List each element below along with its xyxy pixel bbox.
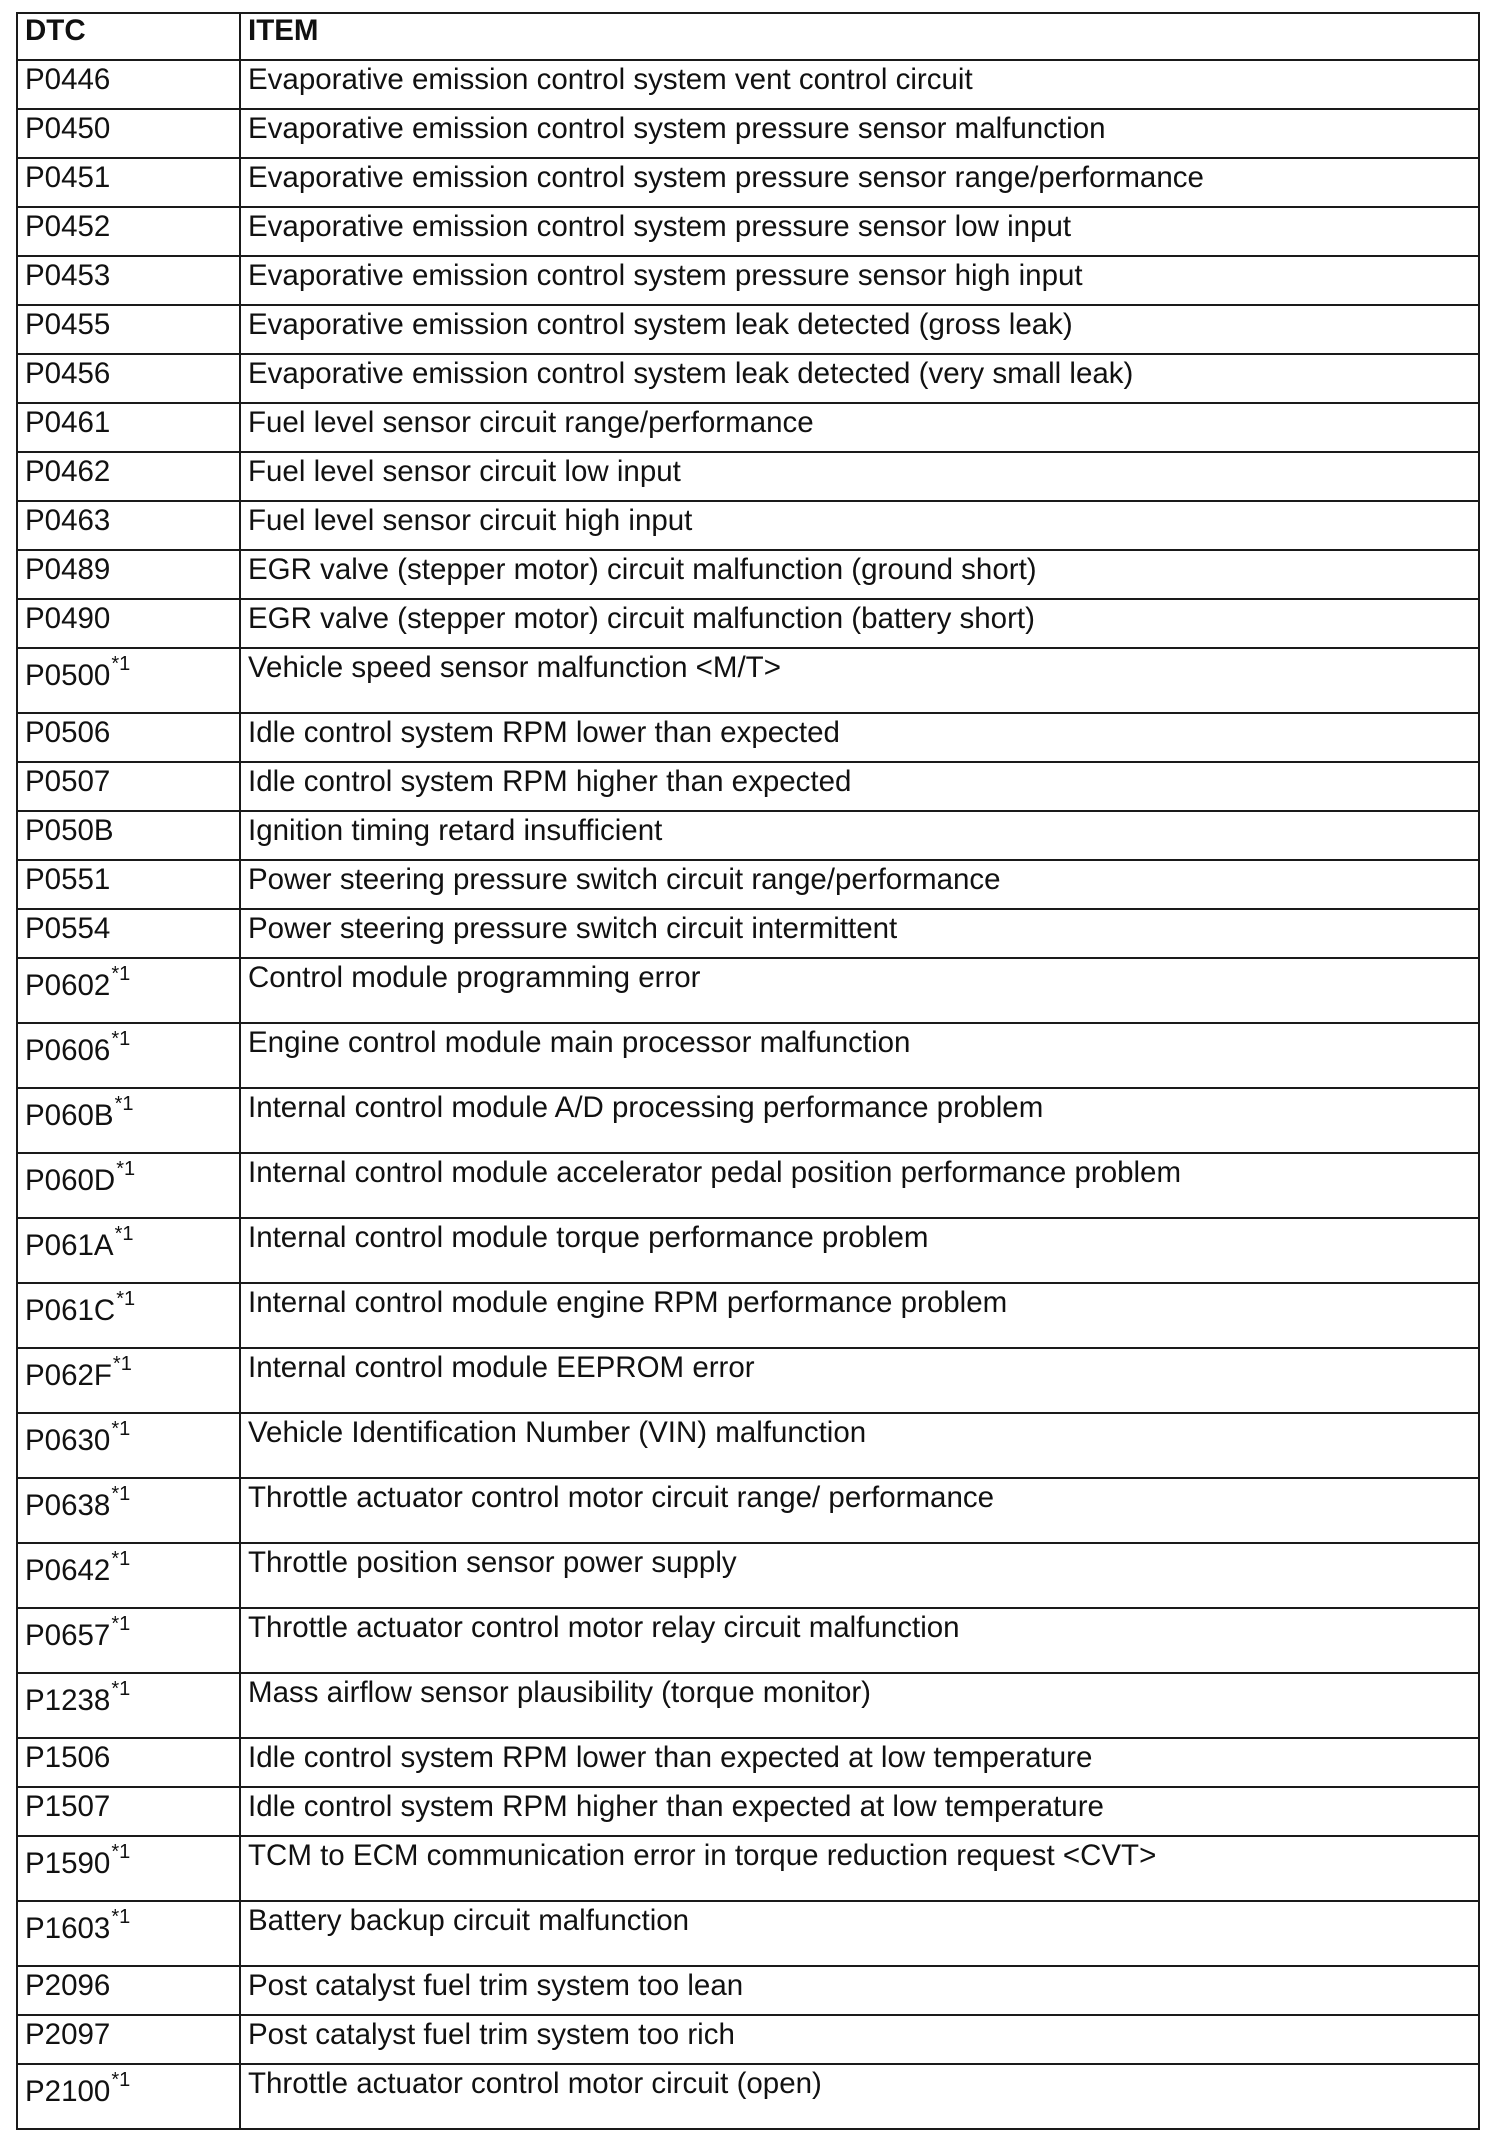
item-description: Idle control system RPM higher than expected at low temperature	[240, 1787, 1479, 1836]
header-row	[17, 13, 1479, 60]
dtc-cell	[17, 2064, 240, 2129]
table-row	[17, 1283, 1479, 1348]
footnote-mark: *1	[111, 2069, 131, 2092]
dtc-code: P2096	[25, 1969, 111, 2002]
dtc-cell	[17, 60, 240, 109]
item-description: Evaporative emission control system pressure sensor malfunction	[240, 109, 1479, 158]
dtc-code: P0455	[25, 308, 111, 341]
table-row	[17, 713, 1479, 762]
item-description: Fuel level sensor circuit high input	[240, 501, 1479, 550]
dtc-table	[16, 12, 1480, 2130]
table-row	[17, 909, 1479, 958]
table-row	[17, 811, 1479, 860]
footnote-mark: *1	[114, 1223, 134, 1246]
table-row	[17, 1478, 1479, 1543]
dtc-code: P061C	[25, 1294, 116, 1327]
item-description: Idle control system RPM lower than expected at low temperature	[240, 1738, 1479, 1787]
dtc-cell	[17, 1738, 240, 1787]
dtc-column-header: DTC	[17, 13, 240, 60]
table-row	[17, 860, 1479, 909]
dtc-code: P1590	[25, 1847, 111, 1880]
item-description: Internal control module torque performance problem	[240, 1218, 1479, 1283]
footnote-mark: *1	[111, 1028, 131, 1051]
dtc-cell	[17, 1478, 240, 1543]
table-row	[17, 207, 1479, 256]
table-row	[17, 1023, 1479, 1088]
table-row	[17, 1966, 1479, 2015]
item-description: Idle control system RPM higher than expected	[240, 762, 1479, 811]
item-description: Evaporative emission control system pressure sensor range/performance	[240, 158, 1479, 207]
dtc-code: P1506	[25, 1741, 111, 1774]
footnote-mark: *1	[111, 1483, 131, 1506]
dtc-cell	[17, 713, 240, 762]
item-description: Evaporative emission control system pressure sensor high input	[240, 256, 1479, 305]
dtc-code: P060B	[25, 1099, 114, 1132]
item-description: Evaporative emission control system vent control circuit	[240, 60, 1479, 109]
dtc-cell	[17, 207, 240, 256]
dtc-cell	[17, 1966, 240, 2015]
dtc-code: P0551	[25, 863, 111, 896]
item-description: Idle control system RPM lower than expected	[240, 713, 1479, 762]
item-column-header: ITEM	[240, 13, 1479, 60]
table-row	[17, 550, 1479, 599]
dtc-code: P0638	[25, 1489, 111, 1522]
dtc-cell	[17, 354, 240, 403]
dtc-cell	[17, 1218, 240, 1283]
item-description: Post catalyst fuel trim system too lean	[240, 1966, 1479, 2015]
dtc-code: P0507	[25, 765, 111, 798]
item-description: Control module programming error	[240, 958, 1479, 1023]
footnote-mark: *1	[116, 1288, 136, 1311]
dtc-cell	[17, 1348, 240, 1413]
item-description: Throttle actuator control motor relay circuit malfunction	[240, 1608, 1479, 1673]
table-row	[17, 1738, 1479, 1787]
dtc-cell	[17, 648, 240, 713]
dtc-cell	[17, 762, 240, 811]
item-description: Post catalyst fuel trim system too rich	[240, 2015, 1479, 2064]
dtc-cell	[17, 305, 240, 354]
table-row	[17, 2015, 1479, 2064]
item-description: Evaporative emission control system leak detected (gross leak)	[240, 305, 1479, 354]
item-description: Fuel level sensor circuit range/performance	[240, 403, 1479, 452]
dtc-code: P2100	[25, 2075, 111, 2108]
dtc-code: P0450	[25, 112, 111, 145]
table-row	[17, 958, 1479, 1023]
dtc-code: P0461	[25, 406, 111, 439]
dtc-cell	[17, 501, 240, 550]
table-row	[17, 1836, 1479, 1901]
dtc-code: P0452	[25, 210, 111, 243]
dtc-code: P050B	[25, 814, 114, 847]
dtc-code: P0642	[25, 1554, 111, 1587]
dtc-cell	[17, 1153, 240, 1218]
dtc-cell	[17, 403, 240, 452]
dtc-code: P0453	[25, 259, 111, 292]
dtc-code: P0657	[25, 1619, 111, 1652]
item-description: Throttle actuator control motor circuit (open)	[240, 2064, 1479, 2129]
table-row	[17, 501, 1479, 550]
table-row	[17, 452, 1479, 501]
dtc-cell	[17, 2015, 240, 2064]
dtc-cell	[17, 1413, 240, 1478]
table-row	[17, 256, 1479, 305]
dtc-code: P0554	[25, 912, 111, 945]
table-row	[17, 1348, 1479, 1413]
table-row	[17, 762, 1479, 811]
dtc-cell	[17, 1283, 240, 1348]
dtc-code: P0490	[25, 602, 111, 635]
table-row	[17, 1787, 1479, 1836]
dtc-cell	[17, 452, 240, 501]
dtc-code: P0489	[25, 553, 111, 586]
footnote-mark: *1	[111, 1841, 131, 1864]
dtc-code: P0451	[25, 161, 111, 194]
table-row	[17, 109, 1479, 158]
table-row	[17, 1543, 1479, 1608]
table-row	[17, 1608, 1479, 1673]
footnote-mark: *1	[111, 1613, 131, 1636]
table-row	[17, 158, 1479, 207]
item-description: Power steering pressure switch circuit range/performance	[240, 860, 1479, 909]
footnote-mark: *1	[114, 1093, 134, 1116]
table-row	[17, 648, 1479, 713]
table-body	[17, 60, 1479, 2129]
footnote-mark: *1	[116, 1158, 136, 1181]
item-description: Internal control module A/D processing performance problem	[240, 1088, 1479, 1153]
table-row	[17, 1218, 1479, 1283]
dtc-code: P0446	[25, 63, 111, 96]
footnote-mark: *1	[111, 963, 131, 986]
dtc-cell	[17, 860, 240, 909]
dtc-cell	[17, 909, 240, 958]
item-description: Engine control module main processor malfunction	[240, 1023, 1479, 1088]
dtc-code: P0462	[25, 455, 111, 488]
footnote-mark: *1	[111, 1906, 131, 1929]
footnote-mark: *1	[111, 1548, 131, 1571]
dtc-cell	[17, 811, 240, 860]
dtc-code: P1603	[25, 1912, 111, 1945]
dtc-code: P062F	[25, 1359, 112, 1392]
dtc-code: P1507	[25, 1790, 111, 1823]
table-row	[17, 305, 1479, 354]
item-description: EGR valve (stepper motor) circuit malfunction (ground short)	[240, 550, 1479, 599]
table-row	[17, 599, 1479, 648]
item-description: Ignition timing retard insufficient	[240, 811, 1479, 860]
dtc-code: P060D	[25, 1164, 116, 1197]
dtc-code: P1238	[25, 1684, 111, 1717]
dtc-cell	[17, 1787, 240, 1836]
item-description: Throttle position sensor power supply	[240, 1543, 1479, 1608]
item-description: Mass airflow sensor plausibility (torque monitor)	[240, 1673, 1479, 1738]
footnote-mark: *1	[111, 1418, 131, 1441]
dtc-code: P0606	[25, 1034, 111, 1067]
dtc-cell	[17, 1836, 240, 1901]
dtc-cell	[17, 256, 240, 305]
dtc-cell	[17, 1608, 240, 1673]
item-description: Power steering pressure switch circuit intermittent	[240, 909, 1479, 958]
dtc-code: P0506	[25, 716, 111, 749]
dtc-code: P0456	[25, 357, 111, 390]
dtc-cell	[17, 158, 240, 207]
dtc-code: P0500	[25, 659, 111, 692]
table-row	[17, 1413, 1479, 1478]
item-description: EGR valve (stepper motor) circuit malfunction (battery short)	[240, 599, 1479, 648]
dtc-code: P0463	[25, 504, 111, 537]
table-row	[17, 1153, 1479, 1218]
footnote-mark: *1	[111, 1678, 131, 1701]
dtc-cell	[17, 1023, 240, 1088]
table-row	[17, 1901, 1479, 1966]
dtc-code: P061A	[25, 1229, 114, 1262]
table-row	[17, 2064, 1479, 2129]
item-description: TCM to ECM communication error in torque reduction request <CVT>	[240, 1836, 1479, 1901]
item-description: Throttle actuator control motor circuit range/ performance	[240, 1478, 1479, 1543]
table-row	[17, 60, 1479, 109]
dtc-cell	[17, 109, 240, 158]
table-row	[17, 354, 1479, 403]
dtc-cell	[17, 958, 240, 1023]
item-description: Vehicle Identification Number (VIN) malfunction	[240, 1413, 1479, 1478]
dtc-cell	[17, 599, 240, 648]
dtc-cell	[17, 550, 240, 599]
table-row	[17, 1673, 1479, 1738]
dtc-cell	[17, 1543, 240, 1608]
table-row	[17, 1088, 1479, 1153]
table-row	[17, 403, 1479, 452]
item-description: Internal control module EEPROM error	[240, 1348, 1479, 1413]
dtc-cell	[17, 1088, 240, 1153]
item-description: Evaporative emission control system leak detected (very small leak)	[240, 354, 1479, 403]
item-description: Fuel level sensor circuit low input	[240, 452, 1479, 501]
item-description: Internal control module accelerator pedal position performance problem	[240, 1153, 1479, 1218]
footnote-mark: *1	[111, 653, 131, 676]
dtc-code: P2097	[25, 2018, 111, 2051]
item-description: Evaporative emission control system pressure sensor low input	[240, 207, 1479, 256]
footnote-mark: *1	[112, 1353, 132, 1376]
dtc-code: P0630	[25, 1424, 111, 1457]
item-description: Battery backup circuit malfunction	[240, 1901, 1479, 1966]
item-description: Vehicle speed sensor malfunction <M/T>	[240, 648, 1479, 713]
dtc-cell	[17, 1673, 240, 1738]
dtc-code: P0602	[25, 969, 111, 1002]
dtc-cell	[17, 1901, 240, 1966]
item-description: Internal control module engine RPM performance problem	[240, 1283, 1479, 1348]
